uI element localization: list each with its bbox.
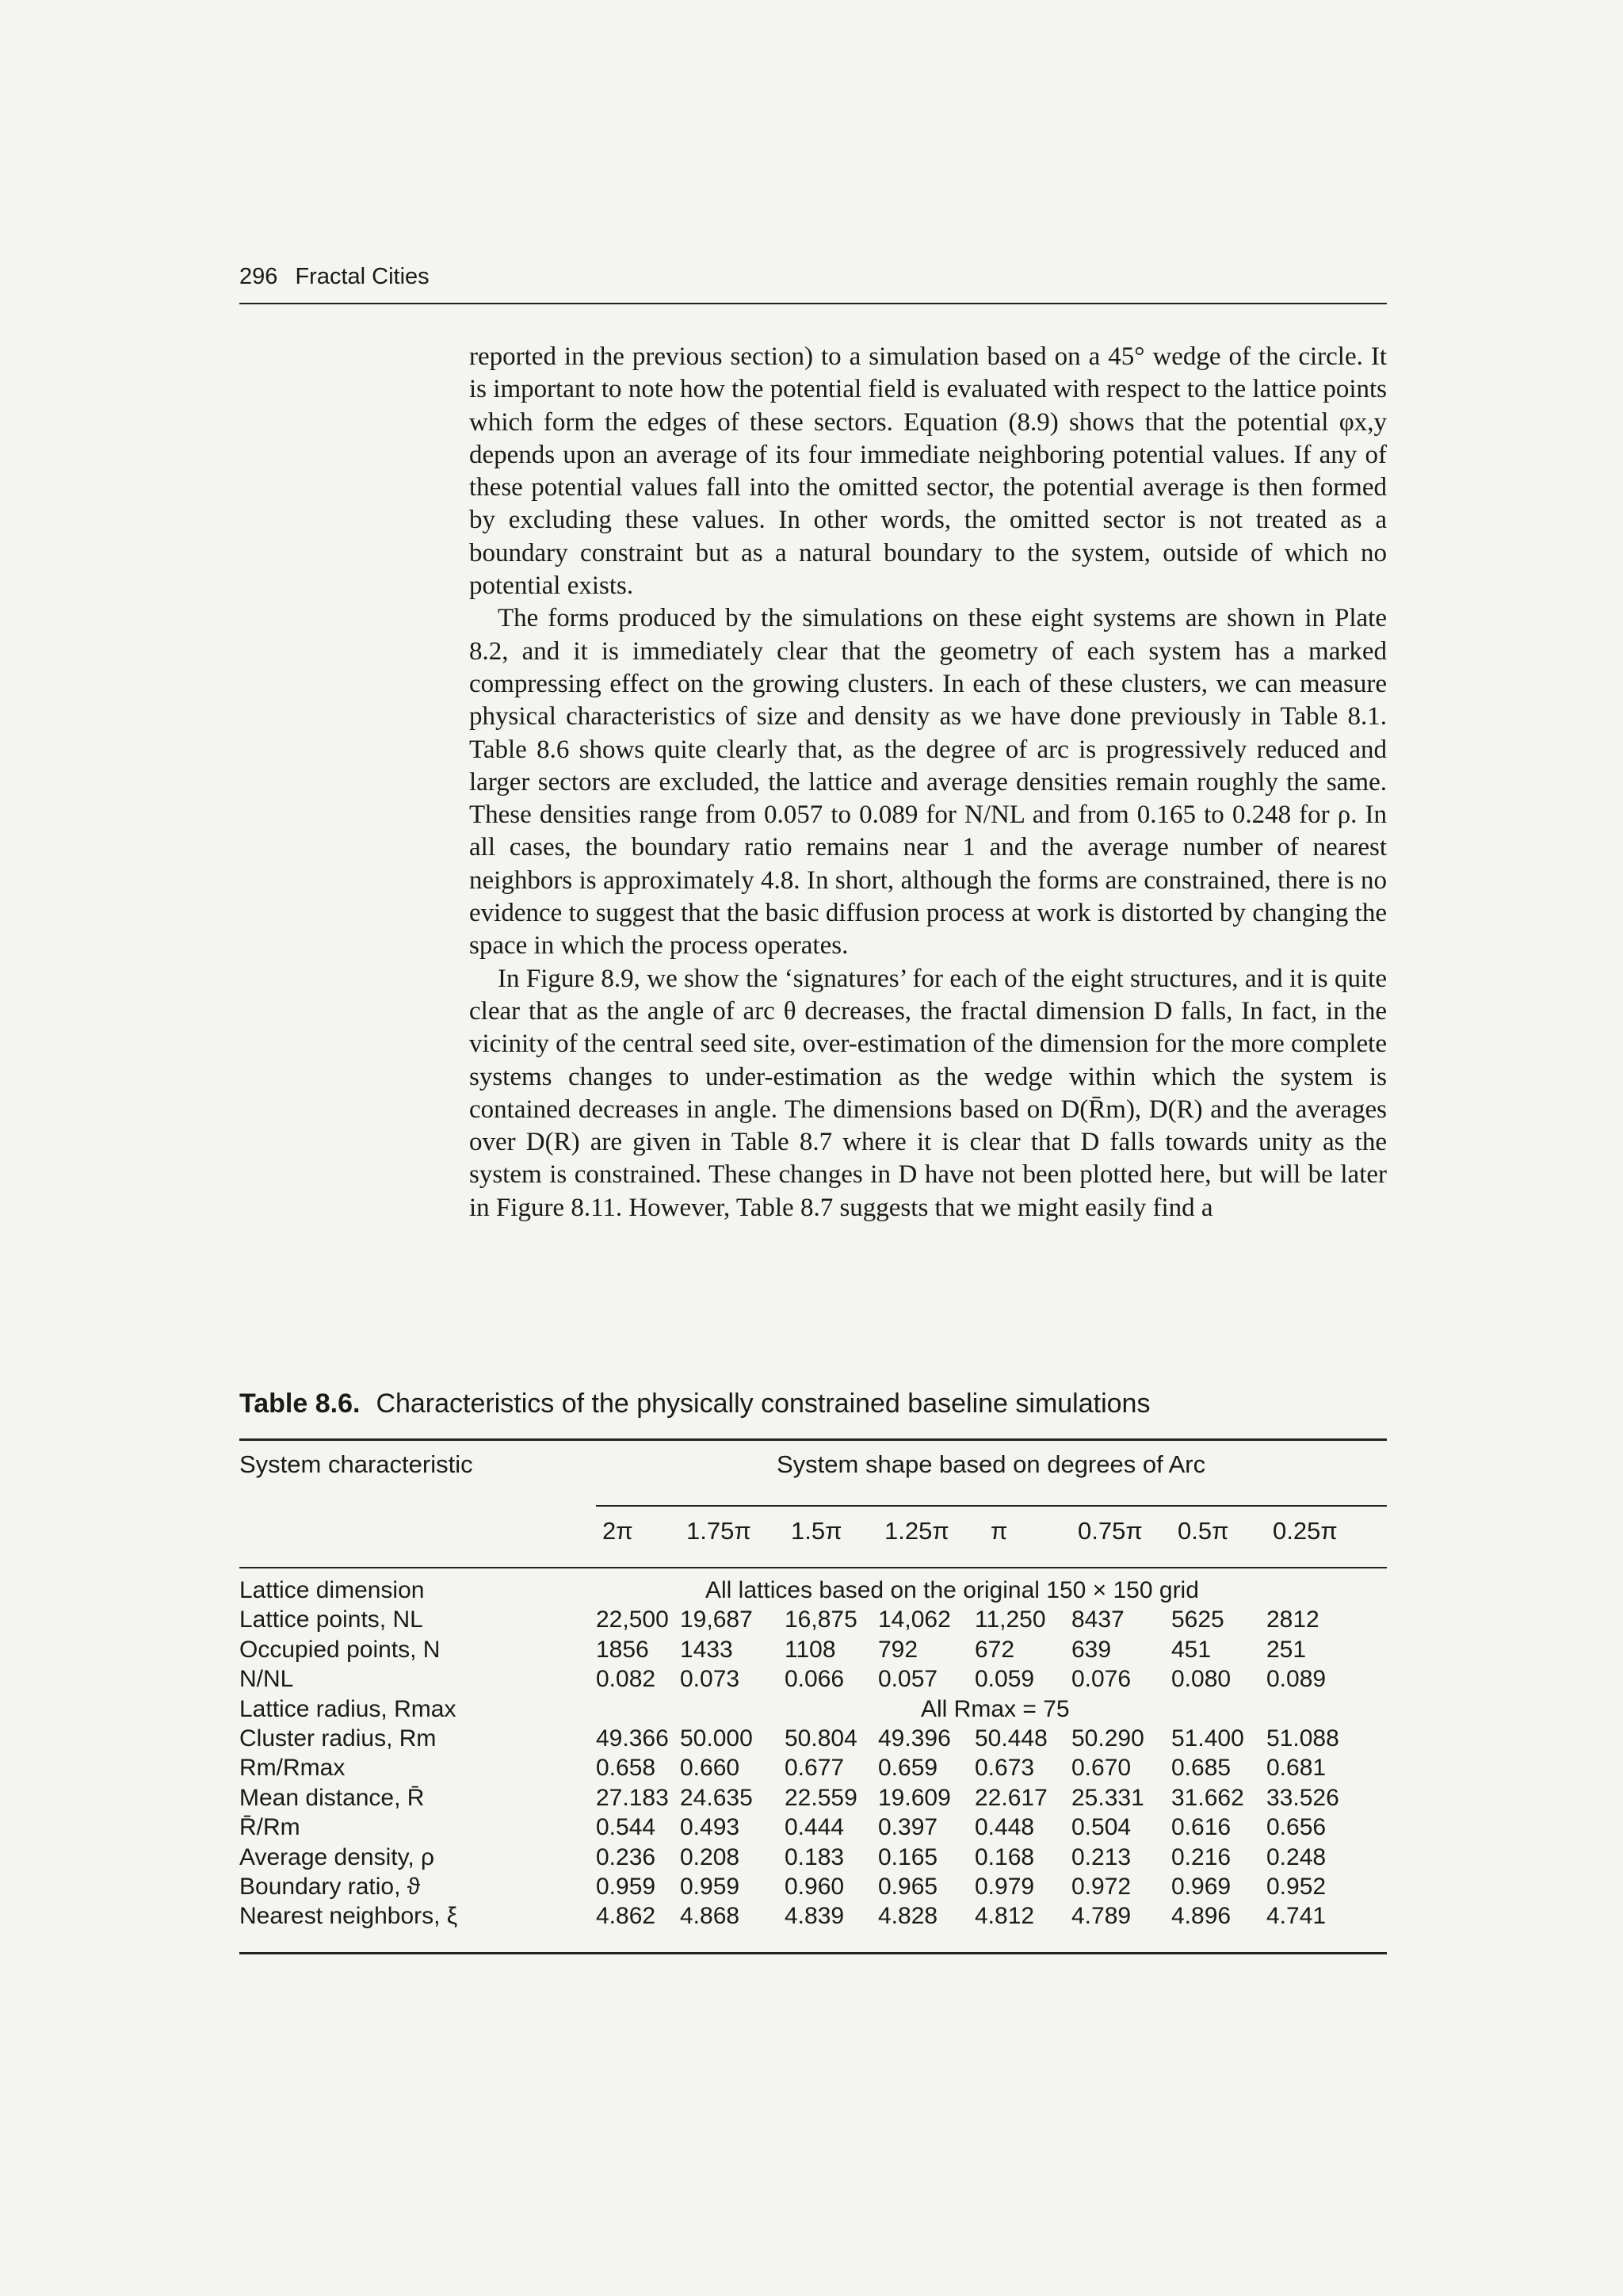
table-cell: 8437 [1071, 1606, 1125, 1633]
table-left-header: System characteristic [239, 1450, 473, 1478]
table-cell: 50.804 [785, 1725, 857, 1752]
header-bottom-rule [239, 1567, 1387, 1568]
table-cell: 16,875 [785, 1606, 857, 1633]
table-cell: 27.183 [596, 1784, 669, 1811]
row-label: Mean distance, R̄ [239, 1784, 425, 1811]
table-cell: 0.670 [1071, 1755, 1132, 1782]
table-cell: 1433 [680, 1636, 733, 1663]
column-header: 2π [602, 1517, 633, 1545]
table-cell: 49.396 [878, 1725, 951, 1752]
table-cell: 51.400 [1171, 1725, 1244, 1752]
paragraph: In Figure 8.9, we show the ‘signatures’ for each of the eight structures, and it is quite clear that as the angle of arc θ decreases, the fractal dimension D falls, In fact, in the vicinity of the central seed site, over-estimation of the dimension for the more complete systems changes to under-estimation as the wedge within which the system is contained decreases in angle. The dimensions based on D(R̄m), D(R) and the averages over D(R) are given in Table 8.7 where it is clear that D falls towards unity as the system is constrained. These changes in D have not been plotted here, but will be later in Figure 8.11. However, Table 8.7 suggests that we might easily find a [469, 964, 1387, 1222]
table-cell: 0.236 [596, 1843, 656, 1870]
table-cell: 4.828 [878, 1903, 938, 1930]
table-cell: 0.448 [975, 1814, 1035, 1841]
body-text [469, 341, 1387, 1224]
row-label: Nearest neighbors, ξ [239, 1903, 458, 1930]
table-top-rule [239, 1438, 1387, 1441]
column-header: 1.5π [791, 1517, 842, 1545]
table-cell: 672 [975, 1636, 1015, 1663]
table-cell: 0.059 [975, 1666, 1035, 1693]
table-cell: 0.208 [680, 1843, 740, 1870]
paragraph: reported in the previous section) to a simulation based on a 45° wedge of the circle. It is important to note how the potential field is evaluated with respect to the lattice points which form the edges of these sectors. Equation (8.9) shows that the potential φx,y depends upon an average of its four immediate neighboring potential values. If any of these potential values fall into the omitted sector, the potential average is then formed by excluding these values. In other words, the omitted sector is not treated as a boundary constraint but as a natural boundary to the system, outside of which no potential exists. [469, 342, 1387, 601]
table-label: Table 8.6. [239, 1389, 361, 1419]
row-label: N/NL [239, 1666, 294, 1693]
column-header: 0.5π [1178, 1517, 1229, 1545]
column-header: 0.25π [1273, 1517, 1338, 1545]
table-cell: 22,500 [596, 1606, 669, 1633]
header-rule [239, 303, 1387, 304]
column-header: π [991, 1517, 1008, 1545]
table-cell: 0.969 [1171, 1874, 1232, 1900]
table-cell: 5625 [1171, 1606, 1224, 1633]
table-cell: 0.089 [1266, 1666, 1327, 1693]
table-cell: 639 [1071, 1636, 1112, 1663]
table-cell: 50.000 [680, 1725, 753, 1752]
row-label: Lattice radius, Rmax [239, 1695, 456, 1722]
table-cell: 451 [1171, 1636, 1212, 1663]
table-cell: 4.896 [1171, 1903, 1232, 1930]
table-cell: 50.290 [1071, 1725, 1144, 1752]
table-cell: 4.741 [1266, 1903, 1327, 1930]
table-cell: 0.544 [596, 1814, 656, 1841]
paragraph: The forms produced by the simulations on these eight systems are shown in Plate 8.2, and it is immediately clear that the geometry of each system has a marked compressing effect on the growing clusters. In each of these clusters, we can measure physical characteristics of size and density as we have done previously in Table 8.1. Table 8.6 shows quite clearly that, as the degree of arc is progressively reduced and larger sectors are excluded, the lattice and average densities remain roughly the same. These densities range from 0.057 to 0.089 for N/NL and from 0.165 to 0.248 for ρ. In all cases, the boundary ratio remains near 1 and the average number of nearest neighbors is approximately 4.8. In short, although the forms are constrained, there is no evidence to suggest that the basic diffusion process at work is distorted by changing the space in which the process operates. [469, 604, 1387, 961]
table-cell: 792 [878, 1636, 918, 1663]
span-note: All Rmax = 75 [921, 1695, 1070, 1722]
table-cell: 0.681 [1266, 1755, 1327, 1782]
table-cell: 0.066 [785, 1666, 845, 1693]
table-cell: 0.673 [975, 1755, 1035, 1782]
table-cell: 0.082 [596, 1666, 656, 1693]
table-cell: 0.073 [680, 1666, 740, 1693]
table-cell: 0.165 [878, 1843, 938, 1870]
table-cell: 0.213 [1071, 1843, 1132, 1870]
span-note: All lattices based on the original 150 × 150 grid [705, 1577, 1199, 1603]
span-header-rule [596, 1505, 1387, 1507]
table-cell: 0.660 [680, 1755, 740, 1782]
row-label: Boundary ratio, ϑ [239, 1874, 421, 1900]
table-cell: 1856 [596, 1636, 649, 1663]
book-title: Fractal Cities [295, 264, 430, 289]
table-cell: 24.635 [680, 1784, 753, 1811]
table-cell: 14,062 [878, 1606, 951, 1633]
table-cell: 25.331 [1071, 1784, 1144, 1811]
column-header: 0.75π [1078, 1517, 1143, 1545]
table-cell: 49.366 [596, 1725, 669, 1752]
table-cell: 0.685 [1171, 1755, 1232, 1782]
table-cell: 0.248 [1266, 1843, 1327, 1870]
table-cell: 0.444 [785, 1814, 845, 1841]
table-cell: 0.183 [785, 1843, 845, 1870]
table-cell: 4.839 [785, 1903, 845, 1930]
table-cell: 0.952 [1266, 1874, 1327, 1900]
table-cell: 0.057 [878, 1666, 938, 1693]
row-label: Cluster radius, Rm [239, 1725, 437, 1752]
row-label: Occupied points, N [239, 1636, 441, 1663]
table-cell: 0.168 [975, 1843, 1035, 1870]
table-cell: 0.965 [878, 1874, 938, 1900]
table-cell: 22.617 [975, 1784, 1048, 1811]
table-span-header: System shape based on degrees of Arc [777, 1450, 1206, 1478]
column-header: 1.25π [884, 1517, 949, 1545]
table-cell: 0.677 [785, 1755, 845, 1782]
table-cell: 0.658 [596, 1755, 656, 1782]
table-cell: 0.076 [1071, 1666, 1132, 1693]
table-cell: 0.493 [680, 1814, 740, 1841]
table-cell: 4.868 [680, 1903, 740, 1930]
row-label: Average density, ρ [239, 1843, 435, 1870]
table-cell: 0.979 [975, 1874, 1035, 1900]
table-cell: 0.972 [1071, 1874, 1132, 1900]
table-cell: 0.656 [1266, 1814, 1327, 1841]
table-cell: 1108 [785, 1636, 836, 1663]
table-cell: 0.216 [1171, 1843, 1232, 1870]
page-number: 296 [239, 264, 278, 289]
table-cell: 33.526 [1266, 1784, 1339, 1811]
row-label: Lattice dimension [239, 1577, 425, 1603]
table-cell: 19,687 [680, 1606, 753, 1633]
table-cell: 251 [1266, 1636, 1307, 1663]
table-cell: 31.662 [1171, 1784, 1244, 1811]
table-cell: 0.659 [878, 1755, 938, 1782]
table-cell: 0.960 [785, 1874, 845, 1900]
table-cell: 4.812 [975, 1903, 1035, 1930]
table-caption-text: Characteristics of the physically constrained baseline simulations [376, 1389, 1151, 1419]
table-cell: 0.080 [1171, 1666, 1232, 1693]
row-label: R̄/Rm [239, 1814, 300, 1841]
table-cell: 2812 [1266, 1606, 1319, 1633]
table-cell: 50.448 [975, 1725, 1048, 1752]
running-header [239, 264, 430, 290]
table-cell: 0.616 [1171, 1814, 1232, 1841]
table-bottom-rule [239, 1952, 1387, 1954]
table-cell: 0.959 [680, 1874, 740, 1900]
table-cell: 0.504 [1071, 1814, 1132, 1841]
table-cell: 4.862 [596, 1903, 656, 1930]
row-label: Rm/Rmax [239, 1755, 346, 1782]
column-header: 1.75π [686, 1517, 751, 1545]
table-cell: 4.789 [1071, 1903, 1132, 1930]
table-caption [239, 1389, 1150, 1419]
table-cell: 0.959 [596, 1874, 656, 1900]
row-label: Lattice points, NL [239, 1606, 423, 1633]
table-cell: 0.397 [878, 1814, 938, 1841]
table-cell: 11,250 [975, 1606, 1046, 1633]
table-cell: 51.088 [1266, 1725, 1339, 1752]
table-cell: 19.609 [878, 1784, 951, 1811]
table-cell: 22.559 [785, 1784, 857, 1811]
